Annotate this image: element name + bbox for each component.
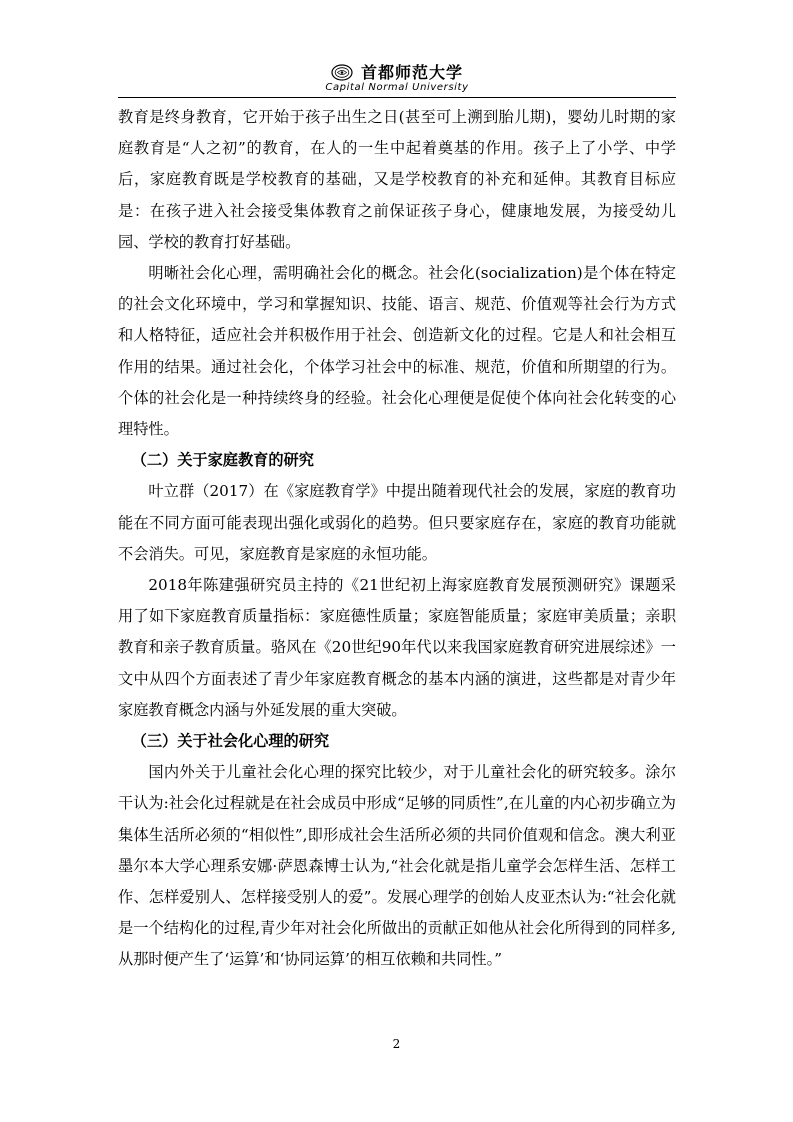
header-divider	[118, 97, 676, 98]
section-heading-family-education: （二）关于家庭教育的研究	[131, 451, 314, 470]
paragraph-continuation: 教育是终身教育，它开始于孩子出生之日(甚至可上溯到胎儿期)，婴幼儿时期的家庭教育是“人之初”的教育，在人的一生中起着奠基的作用。孩子上了小学、中学后，家庭教育既是学校教育的基础，又是学校教育的补充和延伸。其教育目标应是：在孩子进入社会接受集体教育之前保证孩子身心，健康地发展，为接受幼儿园、学校的教育打好基础。	[118, 108, 676, 251]
page-number: 2	[392, 1037, 401, 1051]
university-logo	[118, 62, 676, 84]
paragraph-family-education-indicators: 2018年陈建强研究员主持的《21世纪初上海家庭教育发展预测研究》课题采用了如下家庭教育质量指标：家庭德性质量；家庭智能质量；家庭审美质量；亲职教育和亲子教育质量。骆风在《20世纪90年代以来我国家庭教育研究进展综述》一文中从四个方面表述了青少年家庭教育概念的基本内涵的演进，这些都是对青少年家庭教育概念内涵与外延发展的重大突破。	[118, 576, 676, 719]
paragraph-socialization-definition: 明晰社会化心理，需明确社会化的概念。社会化(socialization)是个体在特定的社会文化环境中，学习和掌握知识、技能、语言、规范、价值观等社会行为方式和人格特征，适应社会并积极作用于社会、创造新文化的过程。它是人和社会相互作用的结果。通过社会化，个体学习社会中的标准、规范，价值和所期望的行为。个体的社会化是一种持续终身的经验。社会化心理便是促使个体向社会化转变的心理特性。	[118, 264, 676, 439]
university-chinese-name: 首都师范大学	[361, 62, 464, 82]
section-heading-socialization-psychology: （三）关于社会化心理的研究	[131, 732, 330, 751]
page-header	[118, 58, 676, 98]
university-seal-icon	[331, 64, 353, 81]
paragraph-socialization-research: 国内外关于儿童社会化心理的探究比较少，对于儿童社会化的研究较多。涂尔干认为:社会化过程就是在社会成员中形成“足够的同质性”,在儿童的内心初步确立为集体生活所必须的“相似性”,即形成社会生活所必须的共同价值观和信念。澳大利亚墨尔本大学心理系安娜·萨恩森博士认为,“社会化就是指儿童学会怎样生活、怎样工作、怎样爱别人、怎样接受别人的爱”。发展心理学的创始人皮亚杰认为:“社会化就是一个结构化的过程,青少年对社会化所做出的贡献正如他从社会化所得到的同样多,从那时便产生了‘运算’和‘协同运算’的相互依赖和共同性。”	[118, 763, 676, 969]
paragraph-family-education-function: 叶立群（2017）在《家庭教育学》中提出随着现代社会的发展，家庭的教育功能在不同方面可能表现出强化或弱化的趋势。但只要家庭存在，家庭的教育功能就不会消失。可见，家庭教育是家庭的永恒功能。	[118, 482, 676, 563]
paper-body	[118, 102, 676, 976]
university-english-name: Capital Normal University	[325, 82, 469, 93]
